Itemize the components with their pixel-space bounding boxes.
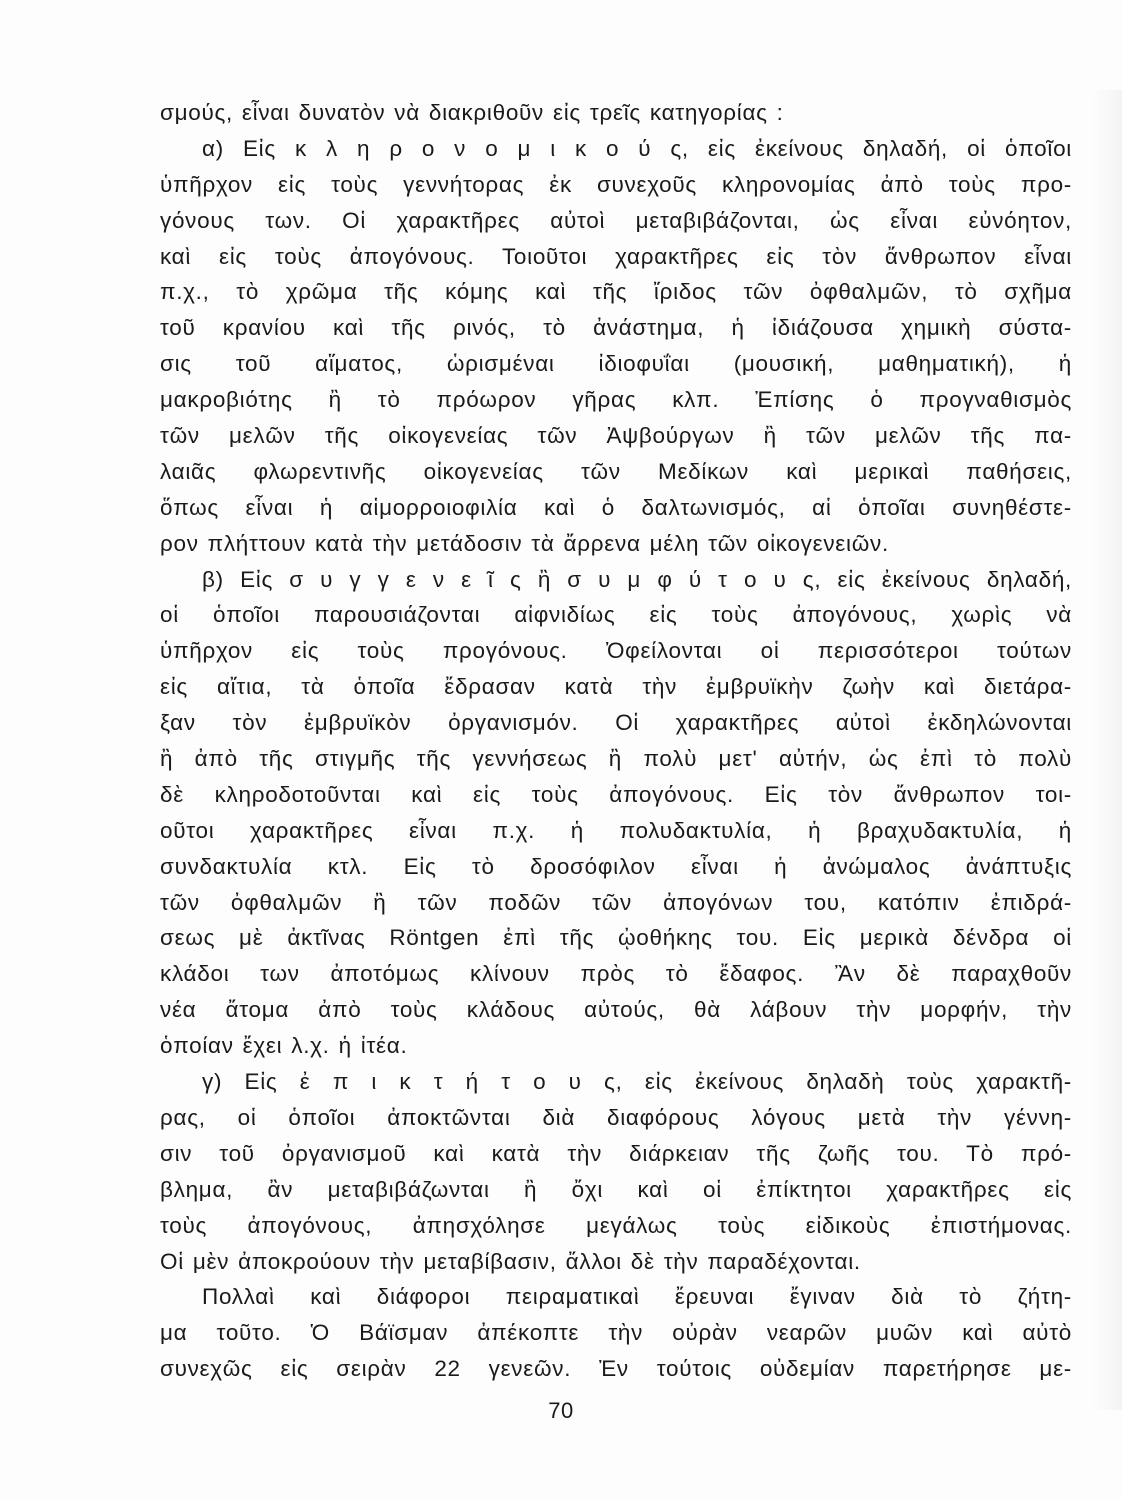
text-line: Οἱ μὲν ἀποκρούουν τὴν μεταβίβασιν, ἄλλοι δὲ τὴν παραδέχονται. — [160, 1248, 861, 1274]
body-text — [160, 95, 1072, 1387]
text-line: ὅπως εἶναι ἡ αἱμορροιοφιλία καὶ ὁ δαλτωνισμός, αἱ ὁποῖαι συνηθέστε- — [160, 494, 1072, 520]
text-line: ἢ ἀπὸ τῆς στιγμῆς τῆς γεννήσεως ἢ πολὺ μετ' αὐτήν, ὡς ἐπὶ τὸ πολὺ — [160, 746, 1072, 772]
text-line: τοῦ κρανίου καὶ τῆς ρινός, τὸ ἀνάστημα, ἡ ἰδιάζουσα χημικὴ σύστα- — [160, 315, 1072, 341]
text-line: ὁποίαν ἔχει λ.χ. ἡ ἰτέα. — [160, 1033, 408, 1059]
page-edge-shadow — [1092, 90, 1122, 1410]
text-line: ὑπῆρχον εἰς τοὺς γεννήτορας ἐκ συνεχοῦς κληρονομίας ἀπὸ τοὺς προ- — [160, 171, 1072, 197]
text-line: οἱ ὁποῖοι παρουσιάζονται αἰφνιδίως εἰς τοὺς ἀπογόνους, χωρὶς νὰ — [160, 602, 1072, 628]
text-line: νέα ἄτομα ἀπὸ τοὺς κλάδους αὐτούς, θὰ λάβουν τὴν μορφήν, τὴν — [160, 997, 1072, 1023]
text-line: μα τοῦτο. Ὁ Βάϊσμαν ἀπέκοπτε τὴν οὐρὰν νεαρῶν μυῶν καὶ αὐτὸ — [160, 1320, 1072, 1346]
text-line: τῶν μελῶν τῆς οἰκογενείας τῶν Ἀψβούργων ἢ τῶν μελῶν τῆς πα- — [160, 423, 1072, 449]
text-line: οῦτοι χαρακτῆρες εἶναι π.χ. ἡ πολυδακτυλία, ἡ βραχυδακτυλία, ἡ — [160, 817, 1072, 843]
text-line: σιν τοῦ ὀργανισμοῦ καὶ κατὰ τὴν διάρκειαν τῆς ζωῆς του. Τὸ πρό- — [160, 1140, 1072, 1166]
text-line: κλάδοι των ἀποτόμως κλίνουν πρὸς τὸ ἔδαφος. Ἂν δὲ παραχθοῦν — [160, 961, 1072, 987]
text-line: γ) Εἰς ἐ π ι κ τ ή τ ο υ ς, εἰς ἐκείνους δηλαδὴ τοὺς χαρακτῆ- — [202, 1069, 1072, 1095]
text-line: Πολλαὶ καὶ διάφοροι πειραματικαὶ ἔρευναι ἔγιναν διὰ τὸ ζήτη- — [202, 1284, 1072, 1310]
text-line: π.χ., τὸ χρῶμα τῆς κόμης καὶ τῆς ἴριδος τῶν ὀφθαλμῶν, τὸ σχῆμα — [160, 279, 1072, 305]
page-number: 70 — [548, 1398, 574, 1423]
text-line: συνεχῶς εἰς σειρὰν 22 γενεῶν. Ἐν τούτοις οὐδεμίαν παρετήρησε με- — [160, 1356, 1072, 1382]
text-line: β) Εἰς σ υ γ γ ε ν ε ῖ ς ἢ σ υ μ φ ύ τ ο υ ς, εἰς ἐκείνους δηλαδή, — [202, 566, 1072, 592]
text-line: ὑπῆρχον εἰς τοὺς προγόνους. Ὀφείλονται οἱ περισσότεροι τούτων — [160, 638, 1072, 664]
text-line: καὶ εἰς τοὺς ἀπογόνους. Τοιοῦτοι χαρακτῆρες εἰς τὸν ἄνθρωπον εἶναι — [160, 243, 1072, 269]
text-line: σις τοῦ αἵματος, ὡρισμέναι ἰδιοφυΐαι (μουσική, μαθηματική), ἡ — [160, 351, 1072, 377]
text-line: α) Εἰς κ λ η ρ ο ν ο μ ι κ ο ύ ς, εἰς ἐκείνους δηλαδή, οἱ ὁποῖοι — [202, 135, 1072, 161]
text-line: λαιᾶς φλωρεντινῆς οἰκογενείας τῶν Μεδίκων καὶ μερικαὶ παθήσεις, — [160, 458, 1072, 484]
text-line: βλημα, ἂν μεταβιβάζωνται ἢ ὄχι καὶ οἱ ἐπίκτητοι χαρακτῆρες εἰς — [160, 1176, 1072, 1202]
text-line: σμούς, εἶναι δυνατὸν νὰ διακριθοῦν εἰς τρεῖς κατηγορίας : — [160, 100, 784, 125]
text-line: σεως μὲ ἀκτῖνας Röntgen ἐπὶ τῆς ᾠοθήκης του. Εἰς μερικὰ δένδρα οἱ — [160, 925, 1072, 951]
text-line: δὲ κληροδοτοῦνται καὶ εἰς τοὺς ἀπογόνους. Εἰς τὸν ἄνθρωπον τοι- — [160, 781, 1072, 807]
text-line: εἰς αἴτια, τὰ ὁποῖα ἔδρασαν κατὰ τὴν ἐμβρυϊκὴν ζωὴν καὶ διετάρα- — [160, 674, 1072, 700]
text-line: ρας, οἱ ὁποῖοι ἀποκτῶνται διὰ διαφόρους λόγους μετὰ τὴν γέννη- — [160, 1104, 1072, 1130]
text-line: μακροβιότης ἢ τὸ πρόωρον γῆρας κλπ. Ἐπίσης ὁ προγναθισμὸς — [160, 387, 1072, 413]
text-line: γόνους των. Οἱ χαρακτῆρες αὐτοὶ μεταβιβάζονται, ὡς εἶναι εὐνόητον, — [160, 207, 1072, 233]
text-line: τῶν ὀφθαλμῶν ἢ τῶν ποδῶν τῶν ἀπογόνων του, κατόπιν ἐπιδρά- — [160, 889, 1072, 915]
text-line: ρον πλήττουν κατὰ τὴν μετάδοσιν τὰ ἄρρενα μέλη τῶν οἰκογενειῶν. — [160, 530, 889, 556]
text-line: συνδακτυλία κτλ. Εἰς τὸ δροσόφιλον εἶναι ἡ ἀνώμαλος ἀνάπτυξις — [160, 853, 1072, 879]
text-line: τοὺς ἀπογόνους, ἀπησχόλησε μεγάλως τοὺς εἰδικοὺς ἐπιστήμονας. — [160, 1212, 1072, 1238]
text-line: ξαν τὸν ἐμβρυϊκὸν ὀργανισμόν. Οἱ χαρακτῆρες αὐτοὶ ἐκδηλώνονται — [160, 710, 1072, 736]
